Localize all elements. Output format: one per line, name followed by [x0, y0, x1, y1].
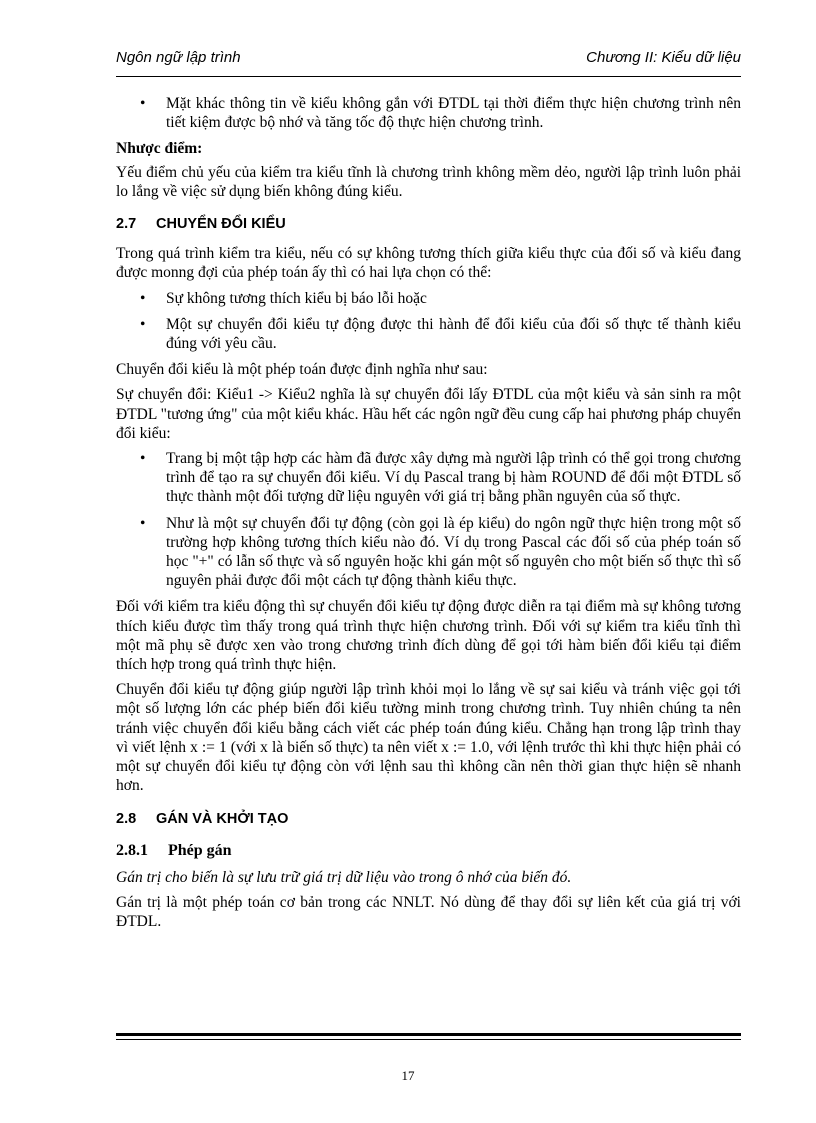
definition-paragraph: Gán trị cho biến là sự lưu trữ giá trị dữ liệu vào trong ô nhớ của biến đó. [116, 868, 572, 886]
bullet-icon: • [140, 315, 146, 333]
bullet-list-methods [116, 449, 741, 590]
subsection-heading-2-8-1 [116, 841, 741, 860]
section-heading-2-8 [116, 810, 741, 829]
paragraph: Đối với kiểm tra kiểu động thì sự chuyển đổi kiểu tự động được diễn ra tại điểm mà sự không tương thích kiểu được tìm thấy trong quá trình thực hiện chương trình. Đối với sự kiểm tra kiểu tĩnh thì một mã phụ sẽ được xen vào trong chương trình đích dùng để gọi tới hàm biến đổi kiểu tại điểm thích hợp trong quá trình thực hiện. [116, 598, 741, 674]
footer-rule-thin [116, 1039, 741, 1040]
list-item [116, 315, 741, 353]
section-title: GÁN VÀ KHỞI TẠO [156, 810, 289, 827]
list-item-text: Mặt khác thông tin về kiểu không gắn với ĐTDL tại thời điểm thực hiện chương trình nên tiết kiệm được bộ nhớ và tăng tốc độ thực hiện chương trình. [166, 95, 741, 132]
page-body [116, 94, 741, 938]
paragraph: Gán trị là một phép toán cơ bản trong các NNLT. Nó dùng để thay đổi sự liên kết của giá trị với ĐTDL. [116, 894, 741, 931]
drawback-paragraph: Yếu điểm chủ yếu của kiểm tra kiểu tĩnh là chương trình không mềm dẻo, người lập trình luôn phải lo lắng về việc sử dụng biến không đúng kiểu. [116, 163, 741, 200]
page-number: 17 [401, 1068, 415, 1083]
list-item [116, 94, 741, 132]
bullet-icon: • [140, 95, 146, 112]
intro-bullet-list [116, 94, 741, 132]
bullet-list-choices [116, 289, 741, 354]
section-number: 2.8 [116, 810, 137, 827]
list-item-text: Trang bị một tập hợp các hàm đã được xây dựng mà người lập trình có thể gọi trong chương trình để tạo ra sự chuyển đổi kiểu. Ví dụ Pascal trang bị hàm ROUND để đổi một ĐTDL số thực thành một đối tượng dữ liệu nguyên với giá trị bằng phần nguyên của số thực. [166, 450, 741, 506]
paragraph: Trong quá trình kiểm tra kiểu, nếu có sự không tương thích giữa kiểu thực của đối số và kiểu đang được monng đợi của phép toán ấy thì có hai lựa chọn có thể: [116, 245, 741, 282]
list-item [116, 514, 741, 591]
bullet-icon: • [140, 514, 146, 532]
section-number: 2.7 [116, 216, 137, 233]
header-chapter-title: Chương II: Kiểu dữ liệu [586, 49, 741, 66]
subsection-number: 2.8.1 [116, 841, 148, 859]
list-item-text: Sự không tương thích kiểu bị báo lỗi hoặc [166, 289, 427, 307]
bullet-icon: • [140, 289, 146, 307]
header-rule [116, 76, 741, 77]
paragraph: Chuyển đổi kiểu tự động giúp người lập trình khỏi mọi lo lắng về sự sai kiểu và tránh việc gọi tới một số lượng lớn các phép biến đổi kiểu tường minh trong chương trình. Tuy nhiên chúng ta nên tránh việc chuyển đổi kiểu bằng cách viết các phép toán đúng kiểu. Chẳng hạn trong lập trình thay vì viết lệnh x := 1 (với x là biến số thực) ta nên viết x := 1.0, với lệnh trước thì khi thực hiện phải có một sự chuyển đổi kiểu tự động còn với lệnh sau thì không cần nên thời gian thực hiện sẽ nhanh hơn. [116, 681, 741, 795]
paragraph: Chuyển đổi kiểu là một phép toán được định nghĩa như sau: [116, 361, 488, 379]
footer-rule-thick [116, 1033, 741, 1036]
list-item-text: Như là một sự chuyển đổi tự động (còn gọi là ép kiểu) do ngôn ngữ thực hiện trong một số trường hợp không tương thích kiểu nào đó. Ví dụ trong Pascal các đối số của phép toán số học "+" có lẫn số thực và số nguyên hoặc khi gán một số nguyên cho một biến số thực thì số nguyên phải được đổi một cách tự động thành kiểu thực. [166, 514, 741, 590]
list-item [116, 449, 741, 507]
subsection-title: Phép gán [168, 841, 232, 859]
running-header [116, 49, 741, 69]
section-heading-2-7 [116, 215, 741, 234]
list-item [116, 289, 741, 308]
list-item-text: Một sự chuyển đổi kiểu tự động được thi hành để đổi kiểu của đối số thực tế thành kiểu đúng với yêu cầu. [166, 315, 741, 353]
section-title: CHUYỂN ĐỔI KIỂU [156, 216, 286, 233]
bullet-icon: • [140, 450, 146, 468]
paragraph: Sự chuyển đổi: Kiểu1 -> Kiểu2 nghĩa là sự chuyển đổi lấy ĐTDL của một kiểu và sản sinh ra một ĐTDL "tương ứng" của một kiểu khác. Hầu hết các ngôn ngữ đều cung cấp hai phương pháp chuyển đổi kiểu: [116, 386, 741, 442]
drawback-heading: Nhược điểm: [116, 140, 203, 158]
header-book-title: Ngôn ngữ lập trình [116, 49, 241, 66]
